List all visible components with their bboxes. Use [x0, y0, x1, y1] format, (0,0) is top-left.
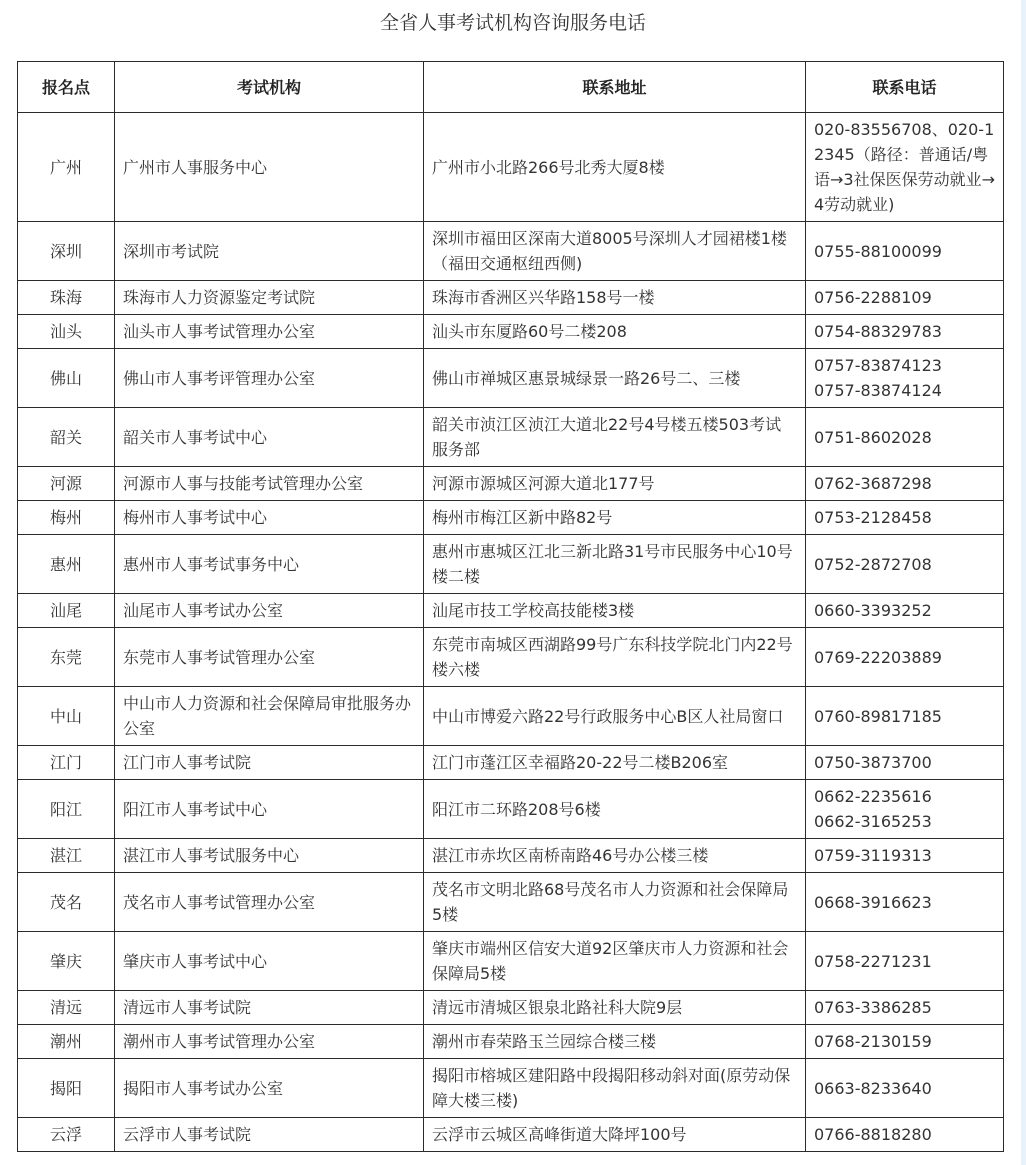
agency-cell: 东莞市人事考试管理办公室 — [115, 628, 424, 687]
agency-cell: 河源市人事与技能考试管理办公室 — [115, 467, 424, 501]
address-cell: 揭阳市榕城区建阳路中段揭阳移动斜对面(原劳动保障大楼三楼) — [424, 1059, 806, 1118]
table-header-row — [18, 62, 1004, 113]
address-cell: 江门市蓬江区幸福路20-22号二楼B206室 — [424, 746, 806, 780]
agency-cell: 中山市人力资源和社会保障局审批服务办公室 — [115, 687, 424, 746]
agency-cell: 佛山市人事考评管理办公室 — [115, 349, 424, 408]
site-cell: 河源 — [18, 467, 115, 501]
agency-cell: 肇庆市人事考试中心 — [115, 932, 424, 991]
site-cell: 云浮 — [18, 1118, 115, 1152]
site-cell: 清远 — [18, 991, 115, 1025]
phone-cell: 0752-2872708 — [806, 535, 1004, 594]
phone-cell: 0753-2128458 — [806, 501, 1004, 535]
phone-cell: 0660-3393252 — [806, 594, 1004, 628]
site-cell: 茂名 — [18, 873, 115, 932]
table-row — [18, 1118, 1004, 1152]
address-cell: 珠海市香洲区兴华路158号一楼 — [424, 281, 806, 315]
site-cell: 肇庆 — [18, 932, 115, 991]
agency-cell: 深圳市考试院 — [115, 222, 424, 281]
table-row — [18, 467, 1004, 501]
table-row — [18, 991, 1004, 1025]
table-row — [18, 873, 1004, 932]
site-cell: 佛山 — [18, 349, 115, 408]
site-cell: 汕尾 — [18, 594, 115, 628]
contact-table — [17, 61, 1004, 1152]
address-cell: 惠州市惠城区江北三新北路31号市民服务中心10号楼二楼 — [424, 535, 806, 594]
phone-cell: 0663-8233640 — [806, 1059, 1004, 1118]
table-row — [18, 594, 1004, 628]
site-cell: 湛江 — [18, 839, 115, 873]
table-row — [18, 746, 1004, 780]
site-cell: 韶关 — [18, 408, 115, 467]
phone-cell: 0662-2235616 0662-3165253 — [806, 780, 1004, 839]
agency-cell: 潮州市人事考试管理办公室 — [115, 1025, 424, 1059]
address-cell: 佛山市禅城区惠景城绿景一路26号二、三楼 — [424, 349, 806, 408]
agency-cell: 韶关市人事考试中心 — [115, 408, 424, 467]
address-cell: 广州市小北路266号北秀大厦8楼 — [424, 113, 806, 222]
address-cell: 汕头市东厦路60号二楼208 — [424, 315, 806, 349]
phone-cell: 0769-22203889 — [806, 628, 1004, 687]
table-row — [18, 408, 1004, 467]
phone-cell: 0766-8818280 — [806, 1118, 1004, 1152]
address-cell: 中山市博爱六路22号行政服务中心B区人社局窗口 — [424, 687, 806, 746]
agency-cell: 珠海市人力资源鉴定考试院 — [115, 281, 424, 315]
table-row — [18, 932, 1004, 991]
address-cell: 阳江市二环路208号6楼 — [424, 780, 806, 839]
table-row — [18, 1025, 1004, 1059]
phone-cell: 0768-2130159 — [806, 1025, 1004, 1059]
agency-cell: 江门市人事考试院 — [115, 746, 424, 780]
agency-cell: 阳江市人事考试中心 — [115, 780, 424, 839]
address-cell: 湛江市赤坎区南桥南路46号办公楼三楼 — [424, 839, 806, 873]
agency-cell: 汕尾市人事考试办公室 — [115, 594, 424, 628]
site-cell: 珠海 — [18, 281, 115, 315]
agency-cell: 惠州市人事考试事务中心 — [115, 535, 424, 594]
address-cell: 清远市清城区银泉北路社科大院9层 — [424, 991, 806, 1025]
address-cell: 汕尾市技工学校高技能楼3楼 — [424, 594, 806, 628]
header-address: 联系地址 — [424, 62, 806, 113]
phone-cell: 0755-88100099 — [806, 222, 1004, 281]
table-row — [18, 687, 1004, 746]
header-site: 报名点 — [18, 62, 115, 113]
agency-cell: 梅州市人事考试中心 — [115, 501, 424, 535]
site-cell: 汕头 — [18, 315, 115, 349]
header-agency: 考试机构 — [115, 62, 424, 113]
site-cell: 广州 — [18, 113, 115, 222]
agency-cell: 云浮市人事考试院 — [115, 1118, 424, 1152]
table-row — [18, 222, 1004, 281]
agency-cell: 茂名市人事考试管理办公室 — [115, 873, 424, 932]
table-row — [18, 628, 1004, 687]
address-cell: 东莞市南城区西湖路99号广东科技学院北门内22号楼六楼 — [424, 628, 806, 687]
phone-cell: 0760-89817185 — [806, 687, 1004, 746]
address-cell: 肇庆市端州区信安大道92区肇庆市人力资源和社会保障局5楼 — [424, 932, 806, 991]
phone-cell: 0763-3386285 — [806, 991, 1004, 1025]
address-cell: 河源市源城区河源大道北177号 — [424, 467, 806, 501]
table-row — [18, 839, 1004, 873]
agency-cell: 广州市人事服务中心 — [115, 113, 424, 222]
table-body — [18, 113, 1004, 1152]
address-cell: 梅州市梅江区新中路82号 — [424, 501, 806, 535]
agency-cell: 揭阳市人事考试办公室 — [115, 1059, 424, 1118]
table-row — [18, 315, 1004, 349]
phone-cell: 020-83556708、020-12345（路径：普通话/粤语→3社保医保劳动就业→4劳动就业) — [806, 113, 1004, 222]
site-cell: 深圳 — [18, 222, 115, 281]
table-row — [18, 780, 1004, 839]
phone-cell: 0757-83874123 0757-83874124 — [806, 349, 1004, 408]
phone-cell: 0751-8602028 — [806, 408, 1004, 467]
site-cell: 梅州 — [18, 501, 115, 535]
site-cell: 惠州 — [18, 535, 115, 594]
header-phone: 联系电话 — [806, 62, 1004, 113]
table-row — [18, 281, 1004, 315]
site-cell: 揭阳 — [18, 1059, 115, 1118]
address-cell: 茂名市文明北路68号茂名市人力资源和社会保障局5楼 — [424, 873, 806, 932]
table-row — [18, 501, 1004, 535]
scrollbar-track[interactable] — [1021, 0, 1026, 1165]
address-cell: 潮州市春荣路玉兰园综合楼三楼 — [424, 1025, 806, 1059]
address-cell: 云浮市云城区高峰街道大降坪100号 — [424, 1118, 806, 1152]
phone-cell: 0754-88329783 — [806, 315, 1004, 349]
site-cell: 中山 — [18, 687, 115, 746]
table-row — [18, 349, 1004, 408]
site-cell: 阳江 — [18, 780, 115, 839]
agency-cell: 汕头市人事考试管理办公室 — [115, 315, 424, 349]
page-title: 全省人事考试机构咨询服务电话 — [379, 12, 646, 34]
phone-cell: 0668-3916623 — [806, 873, 1004, 932]
table-row — [18, 1059, 1004, 1118]
address-cell: 深圳市福田区深南大道8005号深圳人才园裙楼1楼（福田交通枢纽西侧) — [424, 222, 806, 281]
phone-cell: 0762-3687298 — [806, 467, 1004, 501]
site-cell: 江门 — [18, 746, 115, 780]
phone-cell: 0758-2271231 — [806, 932, 1004, 991]
table-row — [18, 113, 1004, 222]
site-cell: 东莞 — [18, 628, 115, 687]
phone-cell: 0750-3873700 — [806, 746, 1004, 780]
site-cell: 潮州 — [18, 1025, 115, 1059]
agency-cell: 湛江市人事考试服务中心 — [115, 839, 424, 873]
address-cell: 韶关市浈江区浈江大道北22号4号楼五楼503考试服务部 — [424, 408, 806, 467]
table-row — [18, 535, 1004, 594]
agency-cell: 清远市人事考试院 — [115, 991, 424, 1025]
phone-cell: 0759-3119313 — [806, 839, 1004, 873]
phone-cell: 0756-2288109 — [806, 281, 1004, 315]
